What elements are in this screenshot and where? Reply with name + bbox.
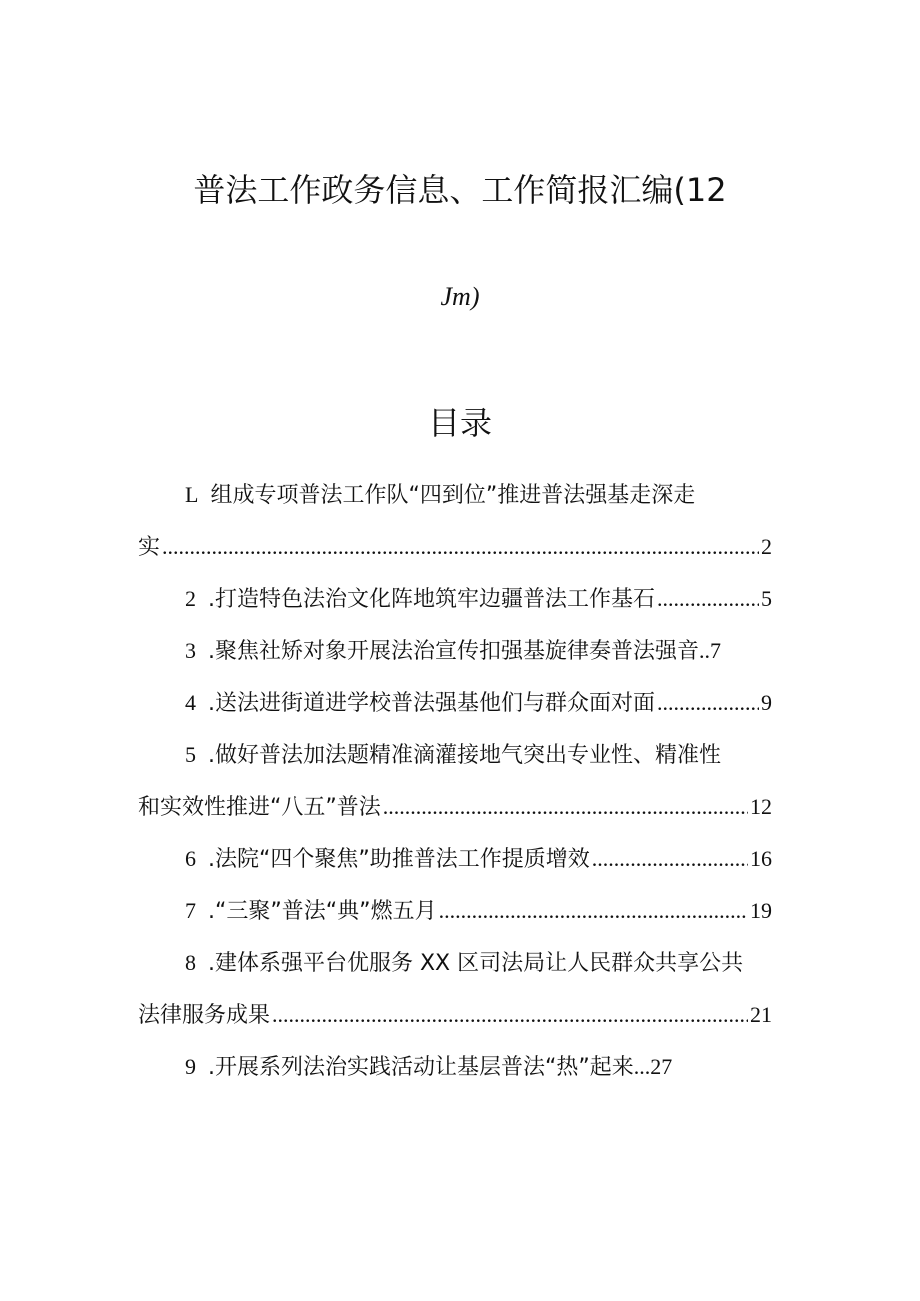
toc-entry-8-continued[interactable] (138, 998, 772, 1032)
toc-page-number: 12 (750, 794, 772, 819)
toc-entry-7[interactable] (185, 894, 772, 928)
toc-page-number: 5 (761, 586, 772, 611)
toc-page-number: 9 (761, 690, 772, 715)
toc-entry-title-continued: 实 (138, 535, 161, 560)
toc-leader-dots (657, 586, 759, 612)
toc-page-number: 7 (710, 638, 721, 663)
toc-entry-number: 4 (185, 690, 196, 715)
toc-entry-1-continued[interactable] (138, 530, 772, 564)
toc-heading: 目录 (427, 404, 492, 442)
toc-entry-title: .法院“四个聚焦”助推普法工作提质增效 (208, 847, 590, 872)
toc-page-number: 27 (650, 1054, 673, 1079)
document-title: 普法工作政务信息、工作简报汇编(12 (193, 171, 727, 209)
toc-entry-title-continued: 法律服务成果 (138, 1003, 271, 1028)
toc-leader-dots (592, 846, 748, 872)
toc-entry-4[interactable] (185, 686, 772, 720)
toc-entry-number: 3 (185, 638, 196, 663)
toc-entry-title: .打造特色法治文化阵地筑牢边疆普法工作基石 (208, 587, 655, 612)
toc-leader-dots (657, 690, 759, 716)
toc-page-number: 2 (761, 534, 772, 559)
toc-page-number: 16 (750, 846, 772, 871)
toc-entry-1[interactable] (185, 478, 765, 512)
toc-leader-dots (383, 794, 748, 820)
toc-entry-title: .做好普法加法题精准滴灌接地气突出专业性、精准性 (208, 743, 721, 768)
toc-entry-title: .聚焦社矫对象开展法治宣传扣强基旋律奏普法强音 (208, 639, 699, 664)
toc-entry-title-continued: 和实效性推进“八五”普法 (138, 795, 381, 820)
toc-entry-6[interactable] (185, 842, 772, 876)
toc-page-number: 21 (750, 1002, 772, 1027)
toc-entry-5-continued[interactable] (138, 790, 772, 824)
toc-entry-number: L (185, 482, 199, 507)
toc-entry-number: 5 (185, 742, 196, 767)
toc-entry-title: .开展系列法治实践活动让基层普法“热”起来 (208, 1055, 634, 1080)
toc-entry-2[interactable] (185, 582, 772, 616)
toc-entry-3[interactable] (185, 634, 772, 668)
toc-page-number: 19 (750, 898, 772, 923)
toc-leader-dots (272, 1002, 748, 1028)
toc-leader-dots: ... (633, 1054, 651, 1079)
toc-entry-title: .建体系强平台优服务 XX 区司法局让人民群众共享公共 (208, 951, 744, 976)
toc-entry-5[interactable] (185, 738, 772, 772)
toc-leader-dots: .. (699, 638, 710, 663)
toc-entry-number: 6 (185, 846, 196, 871)
toc-leader-dots (162, 534, 759, 560)
toc-entry-title: .“三聚”普法“典”燃五月 (208, 899, 437, 924)
toc-entry-number: 7 (185, 898, 196, 923)
toc-leader-dots (439, 898, 748, 924)
toc-entry-8[interactable] (185, 946, 772, 980)
document-title-continued: Jm) (440, 282, 480, 311)
toc-entry-number: 2 (185, 586, 196, 611)
toc-entry-title: 组成专项普法工作队“四到位”推进普法强基走深走 (210, 483, 696, 508)
toc-entry-number: 9 (185, 1054, 196, 1079)
toc-entry-title: .送法进街道进学校普法强基他们与群众面对面 (208, 691, 655, 716)
toc-entry-number: 8 (185, 950, 196, 975)
toc-entry-9[interactable] (185, 1050, 772, 1084)
